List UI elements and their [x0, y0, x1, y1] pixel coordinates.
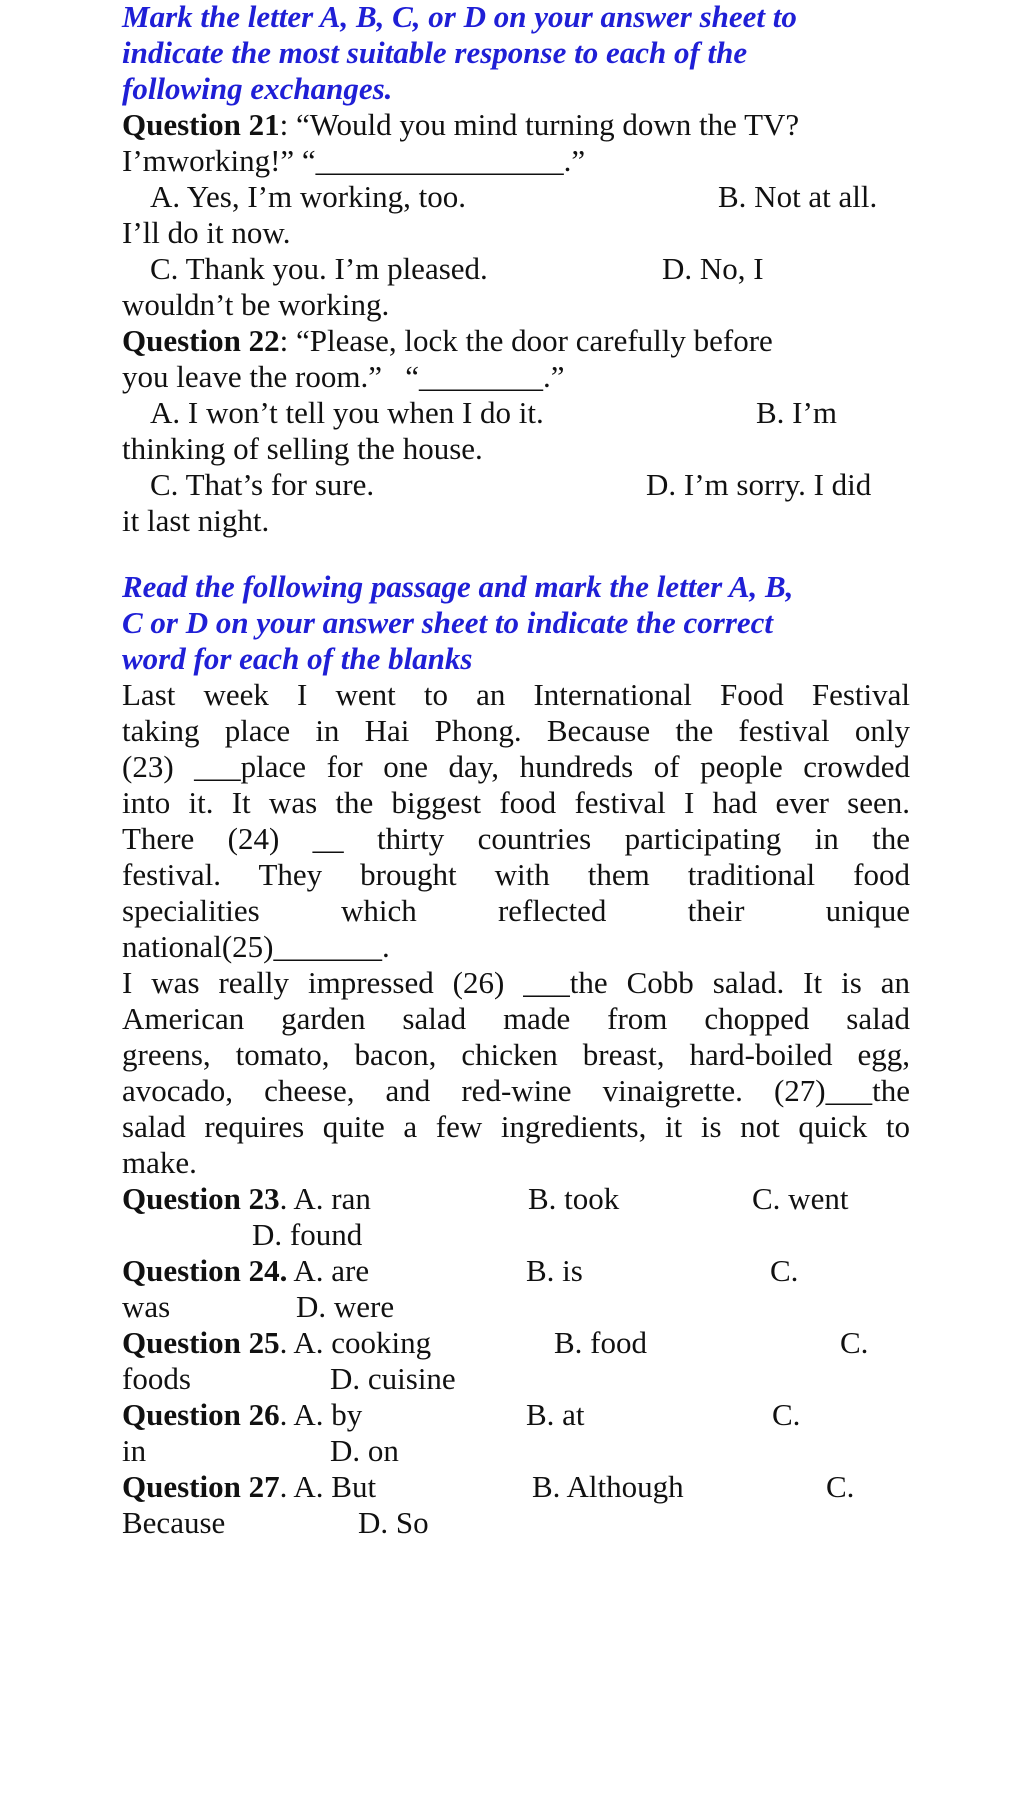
- q22-option-a: A. I won’t tell you when I do it.: [150, 395, 544, 430]
- q25-option-d: D. cuisine: [330, 1361, 456, 1396]
- q21-option-b-continued: I’ll do it now.: [122, 215, 291, 250]
- passage-line: I was really impressed (26) ___the Cobb salad. It is an: [122, 965, 910, 1000]
- q25-option-c: C.: [840, 1325, 869, 1360]
- section1-instruction-line-1: Mark the letter A, B, C, or D on your answer sheet to: [122, 0, 797, 34]
- q26-option-c-continued: in: [122, 1433, 147, 1468]
- section2-instruction-line-3: word for each of the blanks: [122, 641, 473, 676]
- section2-instruction-line-2: C or D on your answer sheet to indicate the correct: [122, 605, 774, 640]
- q26-option-b: B. at: [526, 1397, 585, 1432]
- passage-line: into it. It was the biggest food festival I had ever seen.: [122, 785, 910, 820]
- q21-stem-line-2: I’mworking!” “________________.”: [122, 143, 586, 178]
- q26-stem: [122, 1394, 362, 1436]
- q21-option-d-continued: wouldn’t be working.: [122, 287, 390, 322]
- q27-option-c-continued: Because: [122, 1505, 226, 1540]
- passage-line: American garden salad made from chopped salad: [122, 1001, 910, 1036]
- passage-line: greens, tomato, bacon, chicken breast, hard-boiled egg,: [122, 1037, 910, 1072]
- q21-stem-text: : “Would you mind turning down the TV?: [279, 107, 800, 142]
- q22-option-d-continued: it last night.: [122, 503, 270, 538]
- passage-line: salad requires quite a few ingredients, it is not quick to: [122, 1109, 910, 1144]
- q26-option-c: C.: [772, 1397, 801, 1432]
- q23-option-d: D. found: [252, 1217, 363, 1252]
- q22-label: Question 22: [122, 323, 280, 358]
- q24-option-a: A. are: [287, 1253, 370, 1288]
- q23-option-a: . A. ran: [279, 1181, 371, 1216]
- q22-option-c: C. That’s for sure.: [150, 467, 375, 502]
- q22-option-d: D. I’m sorry. I did: [646, 467, 872, 502]
- q24-label: Question 24.: [122, 1253, 288, 1288]
- q25-option-c-continued: foods: [122, 1361, 191, 1396]
- q27-option-d: D. So: [358, 1505, 429, 1540]
- q21-option-d: D. No, I: [662, 251, 764, 286]
- passage-line: make.: [122, 1145, 197, 1180]
- section1-instruction-line-2: indicate the most suitable response to each of the: [122, 35, 748, 70]
- q22-stem-text: : “Please, lock the door carefully before: [279, 323, 773, 358]
- q25-option-a: . A. cooking: [279, 1325, 432, 1360]
- q24-option-b: B. is: [526, 1253, 583, 1288]
- q21-option-a: A. Yes, I’m working, too.: [150, 179, 467, 214]
- passage-line: (23) ___place for one day, hundreds of people crowded: [122, 749, 910, 784]
- passage-line: national(25)_______.: [122, 929, 390, 964]
- q21-option-b: B. Not at all.: [718, 179, 878, 214]
- q27-label: Question 27: [122, 1469, 280, 1504]
- q25-label: Question 25: [122, 1325, 280, 1360]
- q27-option-a: . A. But: [279, 1469, 377, 1504]
- q23-option-b: B. took: [528, 1181, 620, 1216]
- passage-line: There (24) __ thirty countries participating in the: [122, 821, 910, 856]
- q24-option-d: D. were: [296, 1289, 395, 1324]
- passage-line: taking place in Hai Phong. Because the festival only: [122, 713, 910, 748]
- q22-option-b-continued: thinking of selling the house.: [122, 431, 483, 466]
- q26-option-d: D. on: [330, 1433, 399, 1468]
- q26-label: Question 26: [122, 1397, 280, 1432]
- q22-stem-line-2: you leave the room.” “________.”: [122, 359, 565, 394]
- passage-line: specialities which reflected their unique: [122, 893, 910, 928]
- section2-instruction-line-1: Read the following passage and mark the letter A, B,: [122, 569, 794, 604]
- passage-line: avocado, cheese, and red-wine vinaigrette. (27)___the: [122, 1073, 910, 1108]
- q23-label: Question 23: [122, 1181, 280, 1216]
- q26-option-a: . A. by: [279, 1397, 363, 1432]
- passage-line: festival. They brought with them traditional food: [122, 857, 910, 892]
- q27-option-b: B. Although: [532, 1469, 684, 1504]
- section1-instruction-line-3: following exchanges.: [122, 71, 393, 106]
- q25-option-b: B. food: [554, 1325, 647, 1360]
- q21-option-c: C. Thank you. I’m pleased.: [150, 251, 488, 286]
- q24-option-c: C.: [770, 1253, 799, 1288]
- q23-option-c: C. went: [752, 1181, 849, 1216]
- q22-option-b: B. I’m: [756, 395, 837, 430]
- q21-label: Question 21: [122, 107, 280, 142]
- q27-option-c: C.: [826, 1469, 855, 1504]
- q24-option-c-continued: was: [122, 1289, 171, 1324]
- passage-line: Last week I went to an International Food Festival: [122, 677, 910, 712]
